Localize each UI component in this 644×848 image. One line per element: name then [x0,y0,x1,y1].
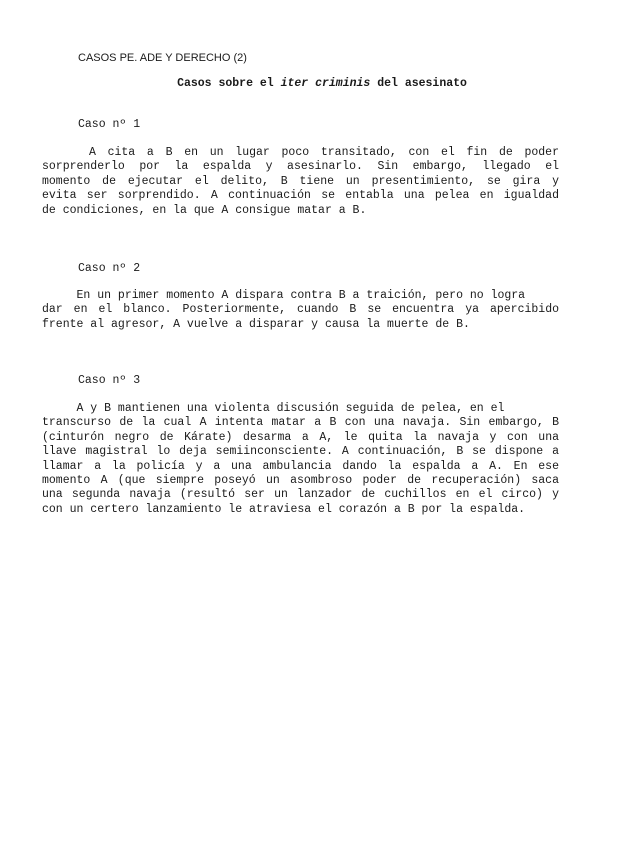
caso-2-line: En un primer momento A dispara contra B a traición, pero no logra [42,289,526,302]
caso-2-text [42,289,559,332]
caso-3-line: (cinturón negro de Kárate) desarma a A, le quita la navaja y con una [42,430,559,444]
document-header: CASOS PE. ADE Y DERECHO (2) [78,52,247,64]
caso-3-text [42,402,559,517]
caso-2-heading: Caso nº 2 [78,262,141,275]
title-pre: Casos sobre el [177,77,281,90]
caso-3-line: llamar a la policía y a una ambulancia dando la espalda a A. En ese [42,459,559,473]
caso-1-line: sorprenderlo por la espalda y asesinarlo. Sin embargo, llegado el [42,160,559,174]
caso-2-line: dar en el blanco. Posteriormente, cuando B se encuentra ya apercibido [42,303,559,317]
document-title [0,77,644,90]
title-post: del asesinato [370,77,467,90]
caso-3-line: A y B mantienen una violenta discusión seguida de pelea, en el [42,402,505,415]
caso-1-line: evita ser sorprendido. A continuación se entabla una pelea en igualdad [42,189,559,203]
caso-3-line: con un certero lanzamiento le atraviesa el corazón a B por la espalda. [42,502,526,516]
title-italic: iter criminis [280,77,371,90]
caso-1-heading: Caso nº 1 [78,118,141,131]
caso-2-line: frente al agresor, A vuelve a disparar y causa la muerte de B. [42,317,470,331]
caso-3-heading: Caso nº 3 [78,374,141,387]
caso-1-line: momento de ejecutar el delito, B tiene un presentimiento, se gira y [42,174,559,188]
caso-3-line: transcurso de la cual A intenta matar a B con una navaja. Sin embargo, B [42,416,559,430]
caso-3-line: momento A (que siempre poseyó un asombroso poder de recuperación) saca [42,473,559,487]
caso-3-line: una segunda navaja (resultó ser un lanzador de cuchillos en el circo) y [42,488,559,502]
caso-1-text [42,146,559,218]
caso-3-line: llave magistral lo deja semiinconsciente. A continuación, B se dispone a [42,445,559,459]
caso-1-line: A cita a B en un lugar poco transitado, con el fin de poder [42,146,559,159]
caso-1-line: de condiciones, en la que A consigue matar a B. [42,203,367,217]
